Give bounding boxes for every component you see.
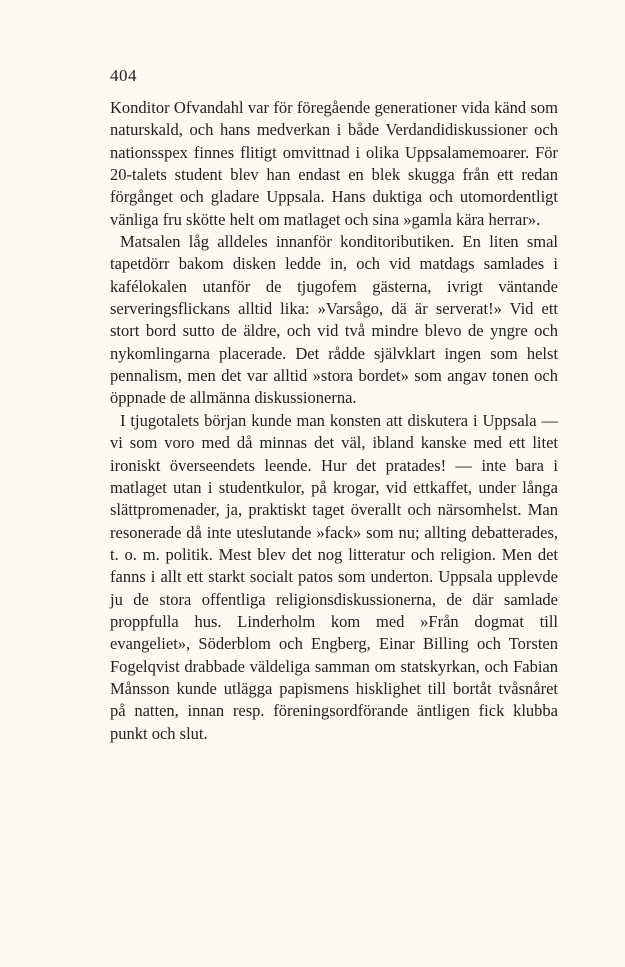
paragraph-2: Matsalen låg alldeles innanför konditoributiken. En liten smal tapetdörr bakom disken ledde in, och vid matdags samlades i kafélokalen utanför de tjugofem gästerna, ivrigt väntande serveringsflickans alltid lika: »Varsågo, dä är serverat!» Vid ett stort bord sutto de äldre, och vid två mindre blevo de yngre och nykomlingarna placerade. Det rådde självklart ingen som helst pennalism, men det var alltid »stora bordet» som angav tonen och öppnade de allmänna diskussionerna. [110, 232, 558, 408]
paragraph-1: Konditor Ofvandahl var för föregående generationer vida känd som naturskald, och hans medverkan i både Verdandidiskussioner och nationsspex finnes flitigt omvittnad i olika Uppsalamemoarer. För 20-talets student blev han endast en blek skugga från ett redan förgånget och gladare Uppsala. Hans duktiga och utomordentligt vänliga fru skötte helt om matlaget och sina »gamla kära herrar». [110, 98, 558, 229]
paragraph-3: I tjugotalets början kunde man konsten att diskutera i Uppsala — vi som voro med då minnas det väl, ibland kanske med ett litet ironiskt överseendets leende. Hur det pratades! — inte bara i matlaget utan i studentkulor, på krogar, vid ettkaffet, under långa slättpromenader, ja, praktiskt taget överallt och närsomhelst. Man resonerade då inte uteslutande »fack» som nu; allting debatterades, t. o. m. politik. Mest blev det nog litteratur och religion. Men det fanns i allt ett starkt socialt patos som underton. Uppsala upplevde ju de stora offentliga religionsdiskussionerna, de där samlade proppfulla hus. Linderholm kom med »Från dogmat till evangeliet», Söderblom och Engberg, Einar Billing och Torsten Fogelqvist drabbade väldeliga samman om statskyrkan, och Fabian Månsson kunde utlägga papismens hisklighet till bortåt tvåsnåret på natten, innan resp. föreningsordförande äntligen fick klubba punkt och slut. [110, 410, 558, 743]
body-text [110, 97, 558, 745]
page-number: 404 [110, 66, 137, 85]
